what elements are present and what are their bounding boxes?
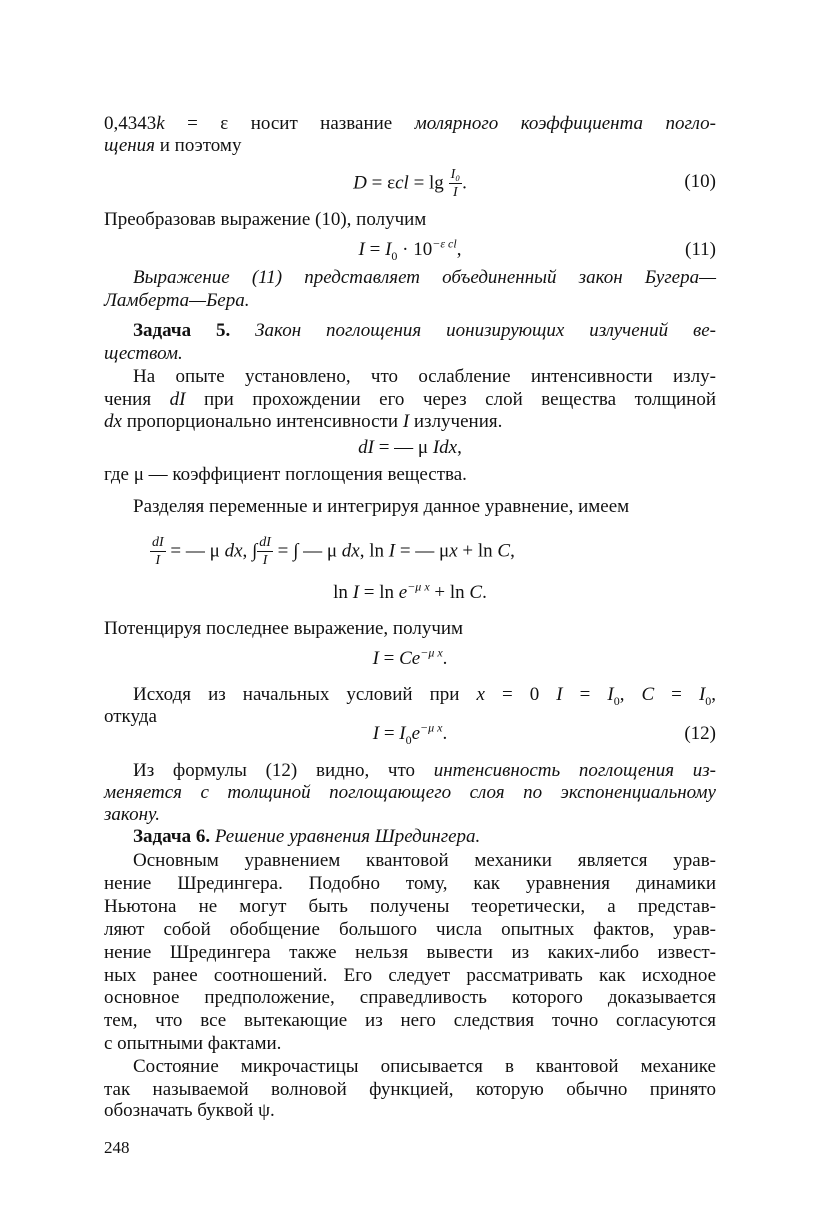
text-line: откуда (104, 706, 157, 727)
text-line: Потенцируя последнее выражение, получим (104, 618, 464, 639)
text-line: тем, что все вытекающие из него следствия точно согласуются (104, 1010, 716, 1031)
text-line: На опыте установлено, что ослабление интенсивности излу- (133, 366, 716, 387)
text-line: Исходя из начальных условий при x = 0 $I = I_0$, $C = I_0$, (133, 684, 717, 708)
fraction: $\frac{dI}{I}$ (152, 535, 164, 568)
fraction: $\frac{\text{I₀}}{I}$ (450, 167, 461, 200)
text-line: Ламберта—Бера. (104, 290, 250, 311)
equation-ce: $I = Ce^{-\mu x}$. (372, 645, 448, 669)
equation-di: dI = — μ Idx, (358, 437, 462, 458)
equation-separation: $\frac{dI}{I}$ = — μ dx, ∫ $\frac{dI}{I}$ = ∫ — μ dx, ln I = — μx + ln C, (152, 535, 515, 568)
text-line: нение Шредингера. Подобно тому, как уравнения динамики (104, 873, 716, 894)
text-line: так называемой волновой функцией, которую обычно принято (104, 1079, 716, 1100)
text-line: основное предположение, справедливость которого доказывается (104, 987, 716, 1008)
text-line: ществом. (104, 343, 183, 364)
text-line: меняется с толщиной поглощающего слоя по экспоненциальному (104, 782, 716, 803)
text-line: нение Шредингера также нельзя вывести из каких-либо извест- (104, 942, 716, 963)
text-line: чения dI при прохождении его через слой вещества толщиной (104, 389, 716, 410)
equation-number: (10) (684, 171, 716, 192)
text-line: Состояние микрочастицы описывается в квантовой механике (133, 1056, 716, 1077)
text-line: Основным уравнением квантовой механики является урав- (133, 850, 716, 871)
fraction: $\frac{dI}{I}$ (259, 535, 271, 568)
text-line: 0,4343k = ε носит название молярного коэффициента погло- (104, 113, 716, 134)
text-line: щения и поэтому (104, 135, 242, 156)
equation-number: (12) (684, 723, 716, 744)
text-line: ляют собой обобщение большого числа опытных фактов, урав- (104, 919, 716, 940)
text-line: Ньютона не могут быть получены теоретически, а представ- (104, 896, 716, 917)
equation-10: D = εcl = lg $\frac{\text{I₀}}{I}$ . (353, 167, 467, 200)
text-line: с опытными фактами. (104, 1033, 282, 1054)
task-5-heading: Задача 5. Закон поглощения ионизирующих излучений ве- (133, 320, 716, 341)
text-line: dx пропорционально интенсивности I излучения. (104, 411, 503, 432)
page-number: 248 (104, 1138, 130, 1157)
equation-11: $I = I_0 \cdot 10^{-\varepsilon cl}$, (358, 236, 462, 263)
text-line: Разделяя переменные и интегрируя данное уравнение, имеем (133, 496, 630, 517)
text-line: ных ранее соотношений. Его следует рассматривать как исходное (104, 965, 716, 986)
equation-12: $I = I_0e^{-\mu x}$. (372, 720, 448, 747)
text-line: Выражение (11) представляет объединенный закон Бугера— (133, 267, 716, 288)
text-line: где μ — коэффициент поглощения вещества. (104, 464, 467, 485)
text-line: Преобразовав выражение (10), получим (104, 209, 427, 230)
equation-number: (11) (685, 239, 716, 260)
task-6-heading: Задача 6. Решение уравнения Шредингера. (133, 826, 481, 847)
text-line: Из формулы (12) видно, что интенсивность поглощения из- (133, 760, 716, 781)
text-line: обозначать буквой ψ. (104, 1100, 275, 1121)
text-line: закону. (104, 804, 160, 825)
equation-ln: $\ln I = \ln e^{-\mu x} + \ln C$. (333, 579, 487, 603)
